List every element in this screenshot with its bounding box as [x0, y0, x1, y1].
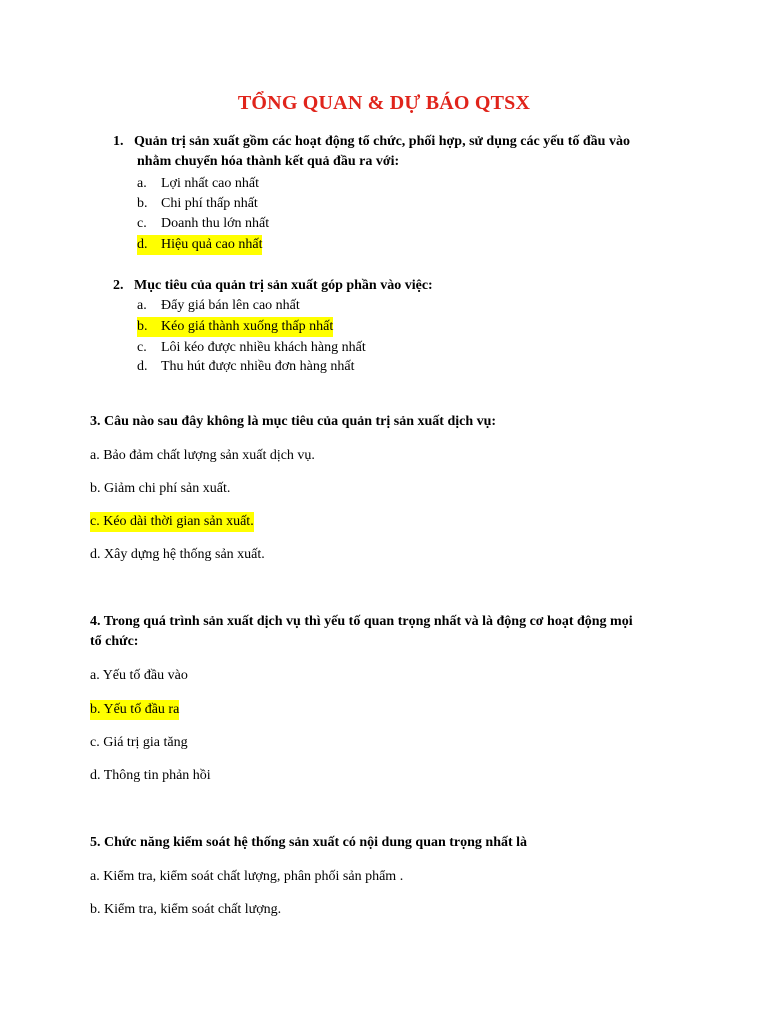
- question-2-option-b-answer: b. Kéo giá thành xuống thấp nhất: [137, 317, 333, 337]
- question-1-text-line2: nhằm chuyển hóa thành kết quả đầu ra với:: [137, 154, 400, 169]
- question-4-option-a: a. Yếu tố đầu vào: [90, 668, 188, 683]
- question-1-option-a: a. Lợi nhất cao nhất: [137, 176, 259, 191]
- question-2-option-d: d. Thu hút được nhiều đơn hàng nhất: [137, 359, 355, 374]
- question-4-text-line2: tổ chức:: [90, 634, 139, 649]
- question-2-option-c: c. Lôi kéo được nhiều khách hàng nhất: [137, 340, 366, 355]
- question-1-option-c: c. Doanh thu lớn nhất: [137, 216, 270, 231]
- question-5-option-b: b. Kiểm tra, kiểm soát chất lượng.: [90, 902, 282, 917]
- document-title: TỔNG QUAN & DỰ BÁO QTSX: [237, 92, 531, 114]
- question-1: [113, 132, 713, 172]
- question-1-number: 1.: [113, 134, 124, 149]
- question-2-option-a: a. Đẩy giá bán lên cao nhất: [137, 298, 300, 313]
- question-5-text: 5. Chức năng kiểm soát hệ thống sản xuất có nội dung quan trọng nhất là: [90, 835, 528, 850]
- question-4-option-d: d. Thông tin phản hồi: [90, 768, 211, 783]
- question-2: [113, 276, 713, 296]
- question-1-option-d-answer: d. Hiệu quả cao nhất: [137, 235, 262, 255]
- question-4-option-b-answer: b. Yếu tố đầu ra: [90, 700, 179, 720]
- question-5-option-a: a. Kiểm tra, kiểm soát chất lượng, phân phối sản phẩm .: [90, 869, 404, 884]
- question-3-option-c-answer: c. Kéo dài thời gian sản xuất.: [90, 512, 254, 532]
- question-3-option-b: b. Giảm chi phí sản xuất.: [90, 481, 231, 496]
- question-3-text: 3. Câu nào sau đây không là mục tiêu của quản trị sản xuất dịch vụ:: [90, 414, 497, 429]
- question-2-text: Mục tiêu của quản trị sản xuất góp phần vào việc:: [134, 278, 433, 293]
- question-4-option-c: c. Giá trị gia tăng: [90, 735, 188, 750]
- question-4-text-line1: 4. Trong quá trình sản xuất dịch vụ thì yếu tố quan trọng nhất và là động cơ hoạt động mọi: [90, 614, 633, 629]
- question-3-option-d: d. Xây dựng hệ thống sản xuất.: [90, 547, 265, 562]
- question-4: [90, 612, 690, 652]
- question-3-option-a: a. Bảo đảm chất lượng sản xuất dịch vụ.: [90, 448, 315, 463]
- question-1-text-line1: Quản trị sản xuất gồm các hoạt động tổ chức, phối hợp, sử dụng các yếu tố đầu vào: [134, 134, 630, 149]
- question-2-number: 2.: [113, 278, 124, 293]
- question-1-option-b: b. Chi phí thấp nhất: [137, 196, 258, 211]
